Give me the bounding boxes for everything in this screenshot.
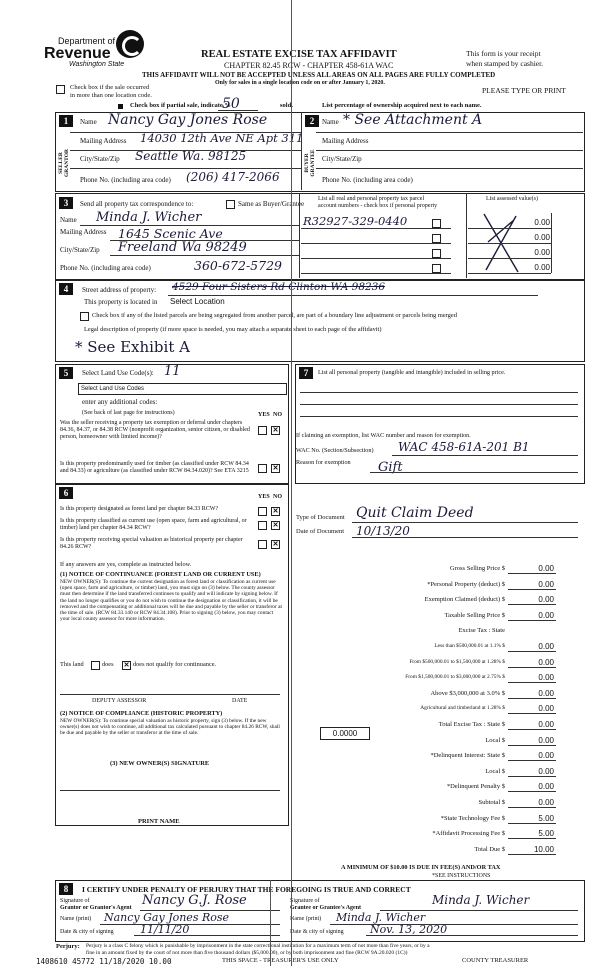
- assessed-value-1[interactable]: 0.00: [534, 218, 550, 227]
- grantee-signature-label-2: Grantee or Grantee's Agent: [290, 905, 362, 911]
- correspondence-name-label: Name: [60, 216, 77, 224]
- form-warning: THIS AFFIDAVIT WILL NOT BE ACCEPTED UNLESS ALL AREAS ON ALL PAGES ARE FULLY COMPLETED: [142, 71, 496, 79]
- tax-row-line: [508, 823, 556, 824]
- buyer-name-value[interactable]: * See Attachment A: [343, 112, 483, 128]
- tax-row-label: Subtotal $: [478, 799, 505, 806]
- treasurer-use-label: THIS SPACE - TREASURER'S USE ONLY: [222, 957, 339, 964]
- buyer-name-label: Name: [322, 118, 339, 126]
- section-4-number: 4: [59, 283, 73, 295]
- section-5-no-header: NO: [273, 412, 282, 418]
- tax-row-value[interactable]: 0.00: [538, 658, 554, 667]
- reason-label: Reason for exemption: [296, 459, 351, 466]
- section-3-number: 3: [59, 197, 73, 209]
- section-2-number: 2: [305, 115, 319, 127]
- tax-row-label: From $1,500,000.01 to $3,000,000 at 2.75% $: [405, 674, 505, 680]
- new-owner-signature-label: (3) NEW OWNER(S) SIGNATURE: [110, 760, 210, 767]
- new-owner-signature-line[interactable]: [60, 790, 280, 791]
- buyer-city-label: City/State/Zip: [322, 155, 362, 163]
- local-rate-value: 0.0000: [332, 729, 358, 738]
- s5-q2-yes-checkbox[interactable]: [258, 464, 267, 473]
- tax-row-line: [508, 589, 556, 590]
- grantee-date-label: Date & city of signing: [290, 929, 344, 935]
- section-6-question-1: Is this property designated as forest land per chapter 84.33 RCW?: [60, 506, 219, 512]
- tax-row-value[interactable]: 0.00: [538, 782, 554, 791]
- assessed-value-3[interactable]: 0.00: [534, 248, 550, 257]
- segregated-label: Check box if any of the listed parcels are being segregated from another parcel, are part of a boundary line adjustment or parcels being merged: [92, 312, 457, 319]
- tax-row-line: [508, 776, 556, 777]
- land-does-not-checkbox[interactable]: ✕: [123, 661, 130, 669]
- parcel-header-1: List all real and personal property tax parcel: [318, 196, 425, 202]
- seller-mailing-value[interactable]: 14030 12th Ave NE Apt 311: [140, 131, 304, 145]
- document-type-value[interactable]: Quit Claim Deed: [356, 505, 474, 521]
- s6-q2-yes-checkbox[interactable]: [258, 521, 267, 530]
- department-state: Washington State: [69, 61, 125, 68]
- location-select[interactable]: Select Location: [170, 297, 225, 306]
- section-7-number: 7: [299, 367, 313, 379]
- tax-row-value[interactable]: 0.00: [538, 720, 554, 729]
- tax-row-label: Taxable Selling Price $: [444, 612, 505, 619]
- department-line: Department of: [58, 36, 116, 46]
- perjury-text-2: fine in an amount fixed by the court of not more than five thousand dollars ($5,000.00), or by both imprisonment and fine (RCW 9A.20.020 (1C)): [86, 950, 408, 956]
- parcel-3-personal-checkbox[interactable]: [432, 249, 441, 258]
- if-yes-note: If any answers are yes, complete as instructed below.: [60, 561, 192, 568]
- print-name-label: PRINT NAME: [138, 818, 180, 825]
- tax-row-label: *Affidavit Processing Fee $: [432, 830, 505, 837]
- same-as-buyer-checkbox[interactable]: [226, 200, 235, 209]
- tax-row-label: *Delinquent Penalty $: [446, 783, 505, 790]
- s5-q1-no-checkbox[interactable]: ✕: [272, 426, 279, 434]
- land-use-select-text: Select Land Use Codes: [81, 386, 145, 392]
- same-as-buyer-label: Same as Buyer/Grantee: [238, 200, 305, 208]
- tax-row-value[interactable]: 0.00: [538, 642, 554, 651]
- grantor-signature-label-1: Signature of: [60, 898, 90, 904]
- tax-row-line: [508, 682, 556, 683]
- scan-line-lower: [270, 880, 271, 966]
- tax-row-label: Local $: [485, 768, 505, 775]
- tax-row-value[interactable]: 10.00: [533, 845, 554, 854]
- grantor-print-label: Name (print): [60, 916, 92, 922]
- buyer-side-label: BUYER GRANTEE: [304, 149, 316, 177]
- perjury-text-1: Perjury is a class C felony which is punishable by imprisonment in the state correctional institution for a maximum term of not more than five years, or by a: [86, 943, 430, 949]
- section-6-no-header: NO: [273, 494, 282, 500]
- segregated-checkbox[interactable]: [80, 312, 89, 321]
- section-6-question-2: Is this property classified as current use (open space, farm and agricultural, or timber) land per chapter 84.34 RCW?: [60, 518, 247, 531]
- additional-codes-label: enter any additional codes:: [82, 398, 158, 406]
- certify-statement: I CERTIFY UNDER PENALTY OF PERJURY THAT THE FOREGOING IS TRUE AND CORRECT: [82, 885, 411, 894]
- assessed-value-2[interactable]: 0.00: [534, 233, 550, 242]
- grantor-signature[interactable]: Nancy G.J. Rose: [142, 893, 247, 908]
- tax-row-label: Total Excise Tax : State $: [438, 721, 505, 728]
- tax-row-line: [508, 729, 556, 730]
- s6-q3-no-checkbox[interactable]: ✕: [272, 540, 279, 548]
- grantee-signature[interactable]: Minda J. Wicher: [432, 893, 530, 907]
- multi-location-checkbox[interactable]: [56, 85, 65, 94]
- please-type: PLEASE TYPE OR PRINT: [482, 86, 566, 95]
- grantee-signature-label-1: Signature of: [290, 898, 320, 904]
- tax-row-line: [508, 713, 556, 714]
- grantor-signature-label-2: Grantor or Grantor's Agent: [60, 905, 132, 911]
- section-5-question-1: Was the seller receiving a property tax exemption or deferral under chapters 84.36, 84.37, or 84.38 RCW (nonprofit organization, senior citizen, or disabled person, homeowner with limited income)?: [60, 420, 250, 440]
- tax-row-label: *Delinquent Interest: State $: [430, 752, 505, 759]
- grantee-print-name[interactable]: Minda J. Wicher: [336, 911, 426, 924]
- notice-2-body: NEW OWNER(S): To continue special valuation as historic property, sign (3) below. If the new owner(s) does not wish to continue, all additional tax calculated pursuant to chapter 84.26 RCW, shall be due and payable by the seller or transferor at the time of sale.: [60, 718, 280, 737]
- land-does-label: does: [102, 661, 114, 668]
- tax-row-line: [508, 807, 556, 808]
- local-rate-field[interactable]: [320, 727, 370, 740]
- parcel-4-personal-checkbox[interactable]: [432, 264, 441, 273]
- partial-sale-percent[interactable]: 50: [222, 96, 240, 112]
- legal-description-value[interactable]: * See Exhibit A: [75, 338, 190, 356]
- multi-location-label-2: in more than one location code.: [70, 92, 152, 99]
- deputy-date-label: DATE: [232, 698, 248, 704]
- logo-icon: [116, 30, 144, 58]
- land-use-label: Select Land Use Code(s):: [82, 369, 154, 377]
- tax-row-line: [508, 667, 556, 668]
- reason-value[interactable]: Gift: [378, 460, 403, 475]
- buyer-mailing-label: Mailing Address: [322, 137, 369, 145]
- street-address-value[interactable]: 4529 Four Sisters Rd Clinton WA 98236: [172, 281, 386, 293]
- s6-q2-no-checkbox[interactable]: ✕: [272, 521, 279, 529]
- tax-row-value[interactable]: 0.00: [538, 751, 554, 760]
- single-location-note: Only for sales in a single location code on or after January 1, 2020.: [215, 80, 385, 86]
- tax-row-label: Local $: [485, 737, 505, 744]
- tax-row-value[interactable]: 0.00: [538, 767, 554, 776]
- street-address-label: Street address of property:: [82, 286, 157, 294]
- section-6-number: 6: [59, 487, 73, 499]
- document-type-label: Type of Document: [296, 514, 345, 521]
- land-does-checkbox[interactable]: [91, 661, 100, 670]
- notice-1-title: (1) NOTICE OF CONTINUANCE (FOREST LAND OR CURRENT USE): [60, 571, 261, 578]
- parcel-1-personal-checkbox[interactable]: [432, 219, 441, 228]
- section-6-question-3: Is this property receiving special valuation as historical property per chapter 84.26 RCW?: [60, 537, 243, 550]
- tax-row-label: Agricultural and timberland at 1.28% $: [420, 705, 505, 711]
- perjury-label: Perjury:: [56, 943, 80, 950]
- tax-row-line: [508, 620, 556, 621]
- correspondence-phone-label: Phone No. (including area code): [60, 264, 151, 272]
- s6-q1-no-checkbox[interactable]: ✕: [272, 507, 279, 515]
- seller-phone-label: Phone No. (including area code): [80, 176, 171, 184]
- grantor-date[interactable]: 11/11/20: [140, 923, 190, 936]
- tax-row-value[interactable]: 0.00: [538, 798, 554, 807]
- section-7-box: [295, 364, 585, 484]
- tax-row-label: Gross Selling Price $: [449, 565, 505, 572]
- tax-row-line: [508, 760, 556, 761]
- section-5-question-2: Is this property predominantly used for timber (as classified under RCW 84.34 and 84.33) or agriculture (as classified under RCW 84.34.020)? See ETA 3215: [60, 461, 249, 474]
- tax-row-line: [508, 651, 556, 652]
- notice-2-title: (2) NOTICE OF COMPLIANCE (HISTORIC PROPERTY): [60, 710, 223, 717]
- sold-label: sold.: [280, 102, 293, 109]
- form-chapter: CHAPTER 82.45 RCW - CHAPTER 458-61A WAC: [224, 61, 394, 70]
- correspondence-name-value[interactable]: Minda J. Wicher: [96, 210, 202, 225]
- section-6-box: [55, 484, 289, 826]
- buyer-phone-label: Phone No. (including area code): [322, 176, 413, 184]
- tax-row-label: Total Due $: [474, 846, 505, 853]
- tax-row-label: *Personal Property (deduct) $: [427, 581, 505, 588]
- partial-sale-bullet-icon: [118, 104, 123, 109]
- tax-row-line: [508, 838, 556, 839]
- grantor-date-label: Date & city of signing: [60, 929, 114, 935]
- tax-row-value[interactable]: 0.00: [538, 595, 554, 604]
- stamp-line: 1408610 45772 11/18/2020 10.00: [36, 957, 172, 966]
- assessed-header: List assessed value(s): [486, 196, 538, 202]
- minimum-due-note: A MINIMUM OF $10.00 IS DUE IN FEE(S) AND/OR TAX: [341, 864, 501, 871]
- this-land-label: This land: [60, 661, 84, 668]
- see-back-note: (See back of last page for instructions): [82, 410, 175, 416]
- tax-row-value[interactable]: 0.00: [538, 704, 554, 713]
- document-date-label: Date of Document: [296, 528, 345, 535]
- seller-name-value[interactable]: Nancy Gay Jones Rose: [108, 112, 268, 128]
- tax-row-label: Exemption Claimed (deduct) $: [424, 596, 505, 603]
- partial-sale-label: Check box if partial sale, indicate %: [130, 102, 231, 109]
- seller-phone-value[interactable]: (206) 417-2066: [186, 170, 280, 184]
- seller-name-label: Name: [80, 118, 97, 126]
- seller-side-label: SELLER GRANTOR: [58, 149, 70, 178]
- land-use-value[interactable]: 11: [164, 364, 181, 379]
- tax-row-line: [508, 745, 556, 746]
- correspondence-mailing-label: Mailing Address: [60, 228, 107, 236]
- receipt-note-1: This form is your receipt: [466, 49, 541, 58]
- form-title: REAL ESTATE EXCISE TAX AFFIDAVIT: [201, 49, 397, 60]
- parcel-header-2: account numbers - check box if personal property: [318, 203, 438, 209]
- land-use-select[interactable]: [78, 383, 287, 395]
- personal-property-label: List all personal property (tangible and intangible) included in selling price.: [318, 369, 506, 376]
- tax-row-line: [508, 573, 556, 574]
- section-1-number: 1: [59, 115, 73, 127]
- tax-row-line: [508, 604, 556, 605]
- s5-q2-no-checkbox[interactable]: ✕: [272, 464, 279, 472]
- county-treasurer-label: COUNTY TREASURER: [462, 957, 529, 964]
- see-instructions-note: *SEE INSTRUCTIONS: [432, 873, 491, 879]
- scan-line: [291, 0, 292, 966]
- tax-row-line: [508, 698, 556, 699]
- tax-row-label: From $500,000.01 to $1,500,000 at 1.28% $: [409, 659, 505, 665]
- grantee-date[interactable]: Nov. 13, 2020: [370, 923, 448, 936]
- section-8-number: 8: [59, 883, 73, 895]
- department-logo-text: Revenue: [44, 45, 111, 62]
- tax-row-value[interactable]: 0.00: [538, 689, 554, 698]
- section-5-yes-header: YES: [258, 412, 270, 418]
- section-5-number: 5: [59, 367, 73, 379]
- tax-row-value[interactable]: 0.00: [538, 736, 554, 745]
- notice-1-body: NEW OWNER(S): To continue the current designation as forest land or classification as current use (open space, farm and agriculture, or timber) land, you must sign on (3) below. The county assessor must then determine if the land transferred continues to qualify and will indicate by signing below. If the land no longer qualifies or you do not wish to continue the designation or classification, it will be removed and the compensating or additional taxes will be due and payable by the seller or transferor at the time of sale. (RCW 84.33.140 or RCW 84.34.108). Prior to signing (3) below, you may contact your local county assessor for more information.: [60, 579, 282, 623]
- exemption-label: If claiming an exemption, list WAC number and reason for exemption.: [296, 432, 471, 439]
- correspondence-city-label: City/State/Zip: [60, 246, 100, 254]
- tax-row-line: [508, 791, 556, 792]
- tax-row-label: Above $3,000,000 at 3.0% $: [430, 690, 505, 697]
- land-does-not-label: does not qualify for continuance.: [133, 661, 217, 668]
- s6-q1-yes-checkbox[interactable]: [258, 507, 267, 516]
- s5-q1-yes-checkbox[interactable]: [258, 426, 267, 435]
- document-date-value[interactable]: 10/13/20: [356, 524, 410, 538]
- assessed-value-4[interactable]: 0.00: [534, 263, 550, 272]
- section-6-yes-header: YES: [258, 494, 270, 500]
- legal-description-label: Legal description of property (if more space is needed, you may attach a separate sheet to each page of the affidavit): [84, 326, 382, 333]
- tax-row-value[interactable]: 0.00: [538, 580, 554, 589]
- list-percentage-label: List percentage of ownership acquired next to each name.: [322, 102, 482, 109]
- correspondence-label: Send all property tax correspondence to:: [80, 200, 194, 208]
- tax-row-value[interactable]: 0.00: [538, 611, 554, 620]
- tax-row-label: *State Technology Fee $: [440, 815, 505, 822]
- tax-row-label: Less than $500,000.01 at 1.1% $: [434, 643, 505, 649]
- parcel-1-value[interactable]: R32927-329-0440: [303, 214, 408, 228]
- tax-row-label: Excise Tax : State: [458, 627, 505, 634]
- s6-q3-yes-checkbox[interactable]: [258, 540, 267, 549]
- deputy-assessor-label: DEPUTY ASSESSOR: [92, 698, 147, 704]
- grantee-print-label: Name (print): [290, 916, 322, 922]
- receipt-note-2: when stamped by cashier.: [466, 59, 544, 68]
- grantor-print-name[interactable]: Nancy Gay Jones Rose: [104, 911, 230, 924]
- wac-value[interactable]: WAC 458-61A-201 B1: [398, 440, 530, 454]
- multi-location-label-1: Check box if the sale occurred: [70, 84, 150, 91]
- seller-city-value[interactable]: Seattle Wa. 98125: [135, 149, 247, 163]
- seller-city-label: City/State/Zip: [80, 155, 120, 163]
- parcel-2-personal-checkbox[interactable]: [432, 234, 441, 243]
- wac-label: WAC No. (Section/Subsection): [296, 447, 374, 454]
- tax-row-value[interactable]: 5.00: [538, 814, 554, 823]
- seller-mailing-label: Mailing Address: [80, 137, 127, 145]
- tax-row-value[interactable]: 0.00: [538, 564, 554, 573]
- correspondence-phone-value[interactable]: 360-672-5729: [194, 258, 282, 273]
- correspondence-mailing-value[interactable]: 1645 Scenic Ave: [118, 226, 223, 241]
- tax-row-value[interactable]: 5.00: [538, 829, 554, 838]
- located-in-label: This property is located in: [84, 298, 158, 306]
- tax-row-value[interactable]: 0.00: [538, 673, 554, 682]
- tax-row-line: [508, 854, 556, 855]
- correspondence-city-value[interactable]: Freeland Wa 98249: [118, 240, 247, 255]
